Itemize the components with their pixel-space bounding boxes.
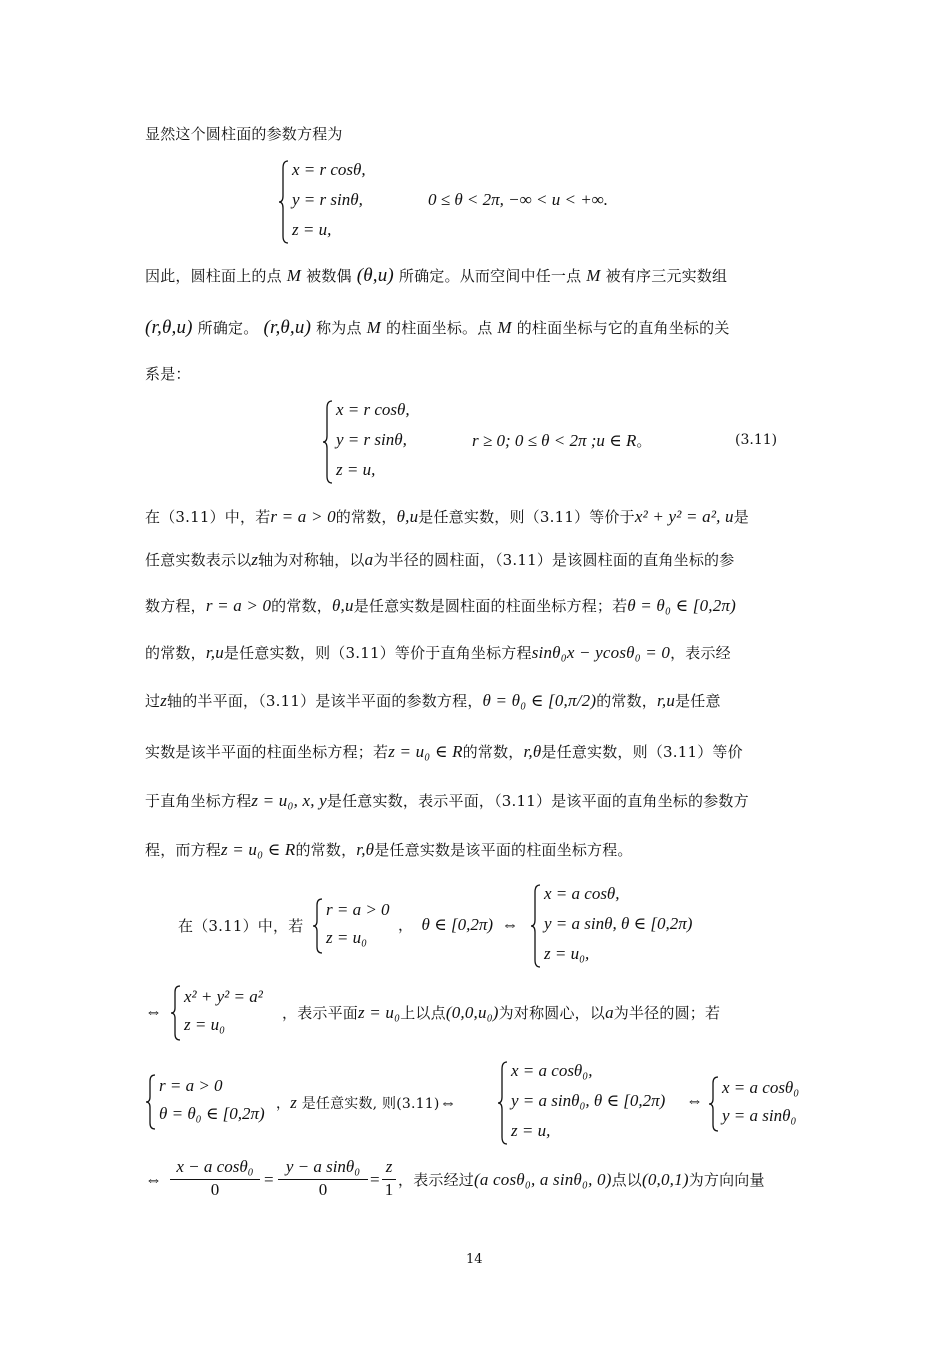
text-line (145, 643, 731, 663)
text: 的常数， (295, 841, 357, 859)
iff-symbol: ⇔ (145, 1170, 162, 1189)
equation-system-1 (278, 160, 638, 246)
math-inline: θ = θ₀ ∈ [0,2π) (627, 596, 737, 615)
text: 的常数， (462, 743, 524, 761)
math-inline: z (160, 691, 168, 710)
math-inline: a (605, 1003, 614, 1022)
text: 被数偶 (306, 267, 352, 285)
math-inline: r,u (205, 643, 224, 662)
eq-z: z = u, (292, 220, 332, 239)
math-inline: a (364, 550, 374, 569)
text: 是 (733, 508, 749, 526)
math-inline: (0,0,u₀) (445, 1003, 499, 1022)
eq-z: z = u₀ (326, 928, 367, 947)
text: 是任意实数，则（3.11）等价于直角坐标方程 (223, 644, 532, 662)
math-inline: sinθ₀x − ycosθ₀ = 0 (531, 643, 671, 662)
text: 称为点 (316, 319, 362, 337)
text: 为半径的圆；若 (613, 1004, 721, 1022)
cond-text: θ ∈ [0,2π) (421, 915, 493, 934)
eq-condition (472, 430, 651, 451)
text: 轴为对称轴，以 (258, 551, 365, 569)
text-line (145, 791, 749, 811)
text: 所确定。从而空间中任一点 (398, 267, 582, 285)
eq-x: x = r cosθ, (292, 160, 366, 179)
left-brace-icon (530, 884, 542, 968)
text-line (398, 1170, 765, 1190)
eq-y: y = a sinθ, θ ∈ [0,2π) (544, 914, 693, 933)
text: 于直角坐标方程 (145, 792, 252, 810)
equals: = (264, 1170, 274, 1189)
text: 是任意实数是该平面的柱面坐标方程。 (374, 841, 633, 859)
text: 任意实数表示以 (145, 551, 252, 569)
math-inline: z (251, 550, 259, 569)
eq-r: r = a > 0 (326, 900, 390, 919)
iff-symbol: ⇔ (686, 1091, 703, 1110)
denominator: 0 (210, 1180, 220, 1199)
eq-x: x = a cosθ, (544, 884, 620, 903)
text: ，表示平面 (282, 1004, 359, 1022)
math-inline: z (290, 1093, 298, 1112)
text-line (145, 691, 721, 711)
left-brace-icon (497, 1061, 509, 1145)
left-brace-icon (322, 400, 334, 484)
text: 程，而方程 (145, 841, 222, 859)
eq-circle: x² + y² = a² (184, 987, 263, 1006)
math-inline: θ = θ₀ ∈ [0,π/2) (482, 691, 597, 710)
page-number: 14 (466, 1252, 483, 1267)
comma: ， (398, 918, 414, 934)
text: 的常数， (271, 597, 332, 615)
line-system (708, 1076, 818, 1134)
eq-theta: θ = θ₀ ∈ [0,2π) (159, 1104, 265, 1123)
eq-y: y = a sinθ₀, θ ∈ [0,2π) (511, 1091, 666, 1110)
eq-x: x = r cosθ, (336, 400, 410, 419)
math-inline: (r,θ,u) (263, 317, 312, 338)
math-inline: θ,u (331, 596, 354, 615)
iff-symbol: ⇔ (145, 1002, 162, 1021)
left-brace-icon (312, 898, 324, 954)
text-line (145, 596, 736, 616)
text: 的常数， (145, 644, 206, 662)
text: ，表示经 (670, 644, 731, 662)
left-brace-icon (708, 1076, 720, 1132)
text-line (145, 507, 749, 527)
eq-x: x = a cosθ₀ (722, 1078, 800, 1097)
text-line (145, 318, 730, 338)
math-inline: x² + y² = a², u (634, 507, 734, 526)
text: 上以点 (400, 1004, 446, 1022)
text: 实数是该半平面的柱面坐标方程；若 (145, 743, 389, 761)
math-inline: M (286, 266, 302, 285)
text: 是任意实数是圆柱面的柱面坐标方程；若 (353, 597, 628, 615)
period: 。 (636, 434, 652, 450)
equation-system-2 (322, 400, 812, 486)
equation-number: (3.11) (735, 432, 778, 448)
text: 所确定。 (197, 319, 259, 337)
iff-symbol: ⇔ (439, 1093, 457, 1112)
text-line: 系是： (145, 365, 191, 383)
fraction-y (278, 1157, 368, 1200)
text: ，表示经过 (398, 1171, 475, 1189)
math-inline: z = u₀ ∈ R (388, 742, 463, 761)
text: 是任意实数, 则(3.11) (301, 1096, 440, 1112)
intro-line: 显然这个圆柱面的参数方程为 (145, 125, 343, 143)
eq-condition: 0 ≤ θ < 2π, −∞ < u < +∞. (428, 190, 609, 209)
math-inline: r = a > 0 (205, 596, 272, 615)
text: 的常数， (596, 692, 657, 710)
text: 为对称圆心，以 (498, 1004, 606, 1022)
text: 在（3.11）中，若 (145, 508, 271, 526)
text: 因此，圆柱面上的点 (145, 267, 282, 285)
math-inline: (r,θ,u) (145, 317, 193, 338)
text-line (145, 742, 743, 762)
numerator: z (385, 1157, 393, 1176)
eq-z: z = u₀, (544, 944, 590, 963)
eq-r: r = a > 0 (159, 1076, 223, 1095)
cond-text: r ≥ 0; 0 ≤ θ < 2π ;u ∈ R (472, 431, 637, 450)
text: 为方向向量 (688, 1171, 765, 1189)
left-brace-icon (278, 160, 290, 244)
math-inline: r,θ (356, 840, 375, 859)
text: 过 (145, 692, 161, 710)
text-line (282, 1003, 720, 1023)
fraction-z (382, 1157, 396, 1200)
math-inline: r,u (657, 691, 676, 710)
text: 的常数， (335, 508, 397, 526)
circle-system (170, 985, 280, 1043)
text: 为半径的圆柱面，（3.11）是该圆柱面的直角坐标的参 (373, 551, 735, 569)
math-inline: M (586, 266, 601, 285)
eq-z: z = u, (511, 1121, 551, 1140)
text-line (276, 1093, 457, 1114)
math-inline: M (497, 318, 512, 337)
text: 的柱面坐标与它的直角坐标的关 (516, 319, 730, 337)
text: 是任意 (675, 692, 721, 710)
iff-symbol: ⇔ (501, 915, 519, 934)
text-line (145, 266, 727, 286)
math-inline: z = u₀ ∈ R (221, 840, 296, 859)
text: 是任意实数，则（3.11）等价 (541, 743, 743, 761)
left-brace-icon (170, 985, 182, 1041)
equation-system-3 (530, 884, 730, 970)
eq-y: y = r sinθ, (292, 190, 363, 209)
half-plane-system (145, 1074, 285, 1132)
block3-lead: 在（3.11）中，若 (178, 917, 304, 935)
equals: = (370, 1170, 380, 1189)
text: 是任意实数，表示平面，（3.11）是该平面的直角坐标的参数方 (326, 792, 749, 810)
text: 点以 (611, 1171, 642, 1189)
denominator: 1 (384, 1180, 394, 1199)
numerator: x − a cosθ₀ (176, 1157, 254, 1176)
denominator: 0 (318, 1180, 328, 1199)
math-inline: r = a > 0 (270, 507, 336, 526)
fraction-x (170, 1157, 260, 1200)
math-inline: (θ,u) (356, 265, 394, 286)
condition-system (312, 898, 412, 956)
text: 被有序三元实数组 (605, 267, 728, 285)
text: 数方程， (145, 597, 206, 615)
text: 轴的半平面，（3.11）是该半平面的参数方程， (167, 692, 483, 710)
math-inline: M (366, 318, 382, 337)
numerator: y − a sinθ₀ (285, 1157, 361, 1176)
math-inline: r,θ (523, 742, 542, 761)
text: ， (276, 1096, 291, 1112)
eq-x: x = a cosθ₀, (511, 1061, 593, 1080)
math-inline: z = u₀ (358, 1003, 401, 1022)
eq-z: z = u, (336, 460, 376, 479)
equation-system-5 (497, 1061, 707, 1147)
eq-z: z = u₀ (184, 1015, 225, 1034)
math-inline: (0,0,1) (641, 1170, 689, 1189)
eq-y: y = r sinθ, (336, 430, 407, 449)
text: 是任意实数，则（3.11）等价于 (418, 508, 635, 526)
text-line (145, 550, 734, 570)
math-inline: z = u₀, x, y (251, 791, 327, 810)
text: 的柱面坐标。点 (386, 319, 493, 337)
condition-theta (398, 914, 519, 935)
math-inline: θ,u (396, 507, 419, 526)
left-brace-icon (145, 1074, 157, 1130)
math-inline: (a cosθ₀, a sinθ₀, 0) (474, 1170, 612, 1189)
eq-y: y = a sinθ₀ (722, 1106, 797, 1125)
text-line (145, 840, 633, 860)
